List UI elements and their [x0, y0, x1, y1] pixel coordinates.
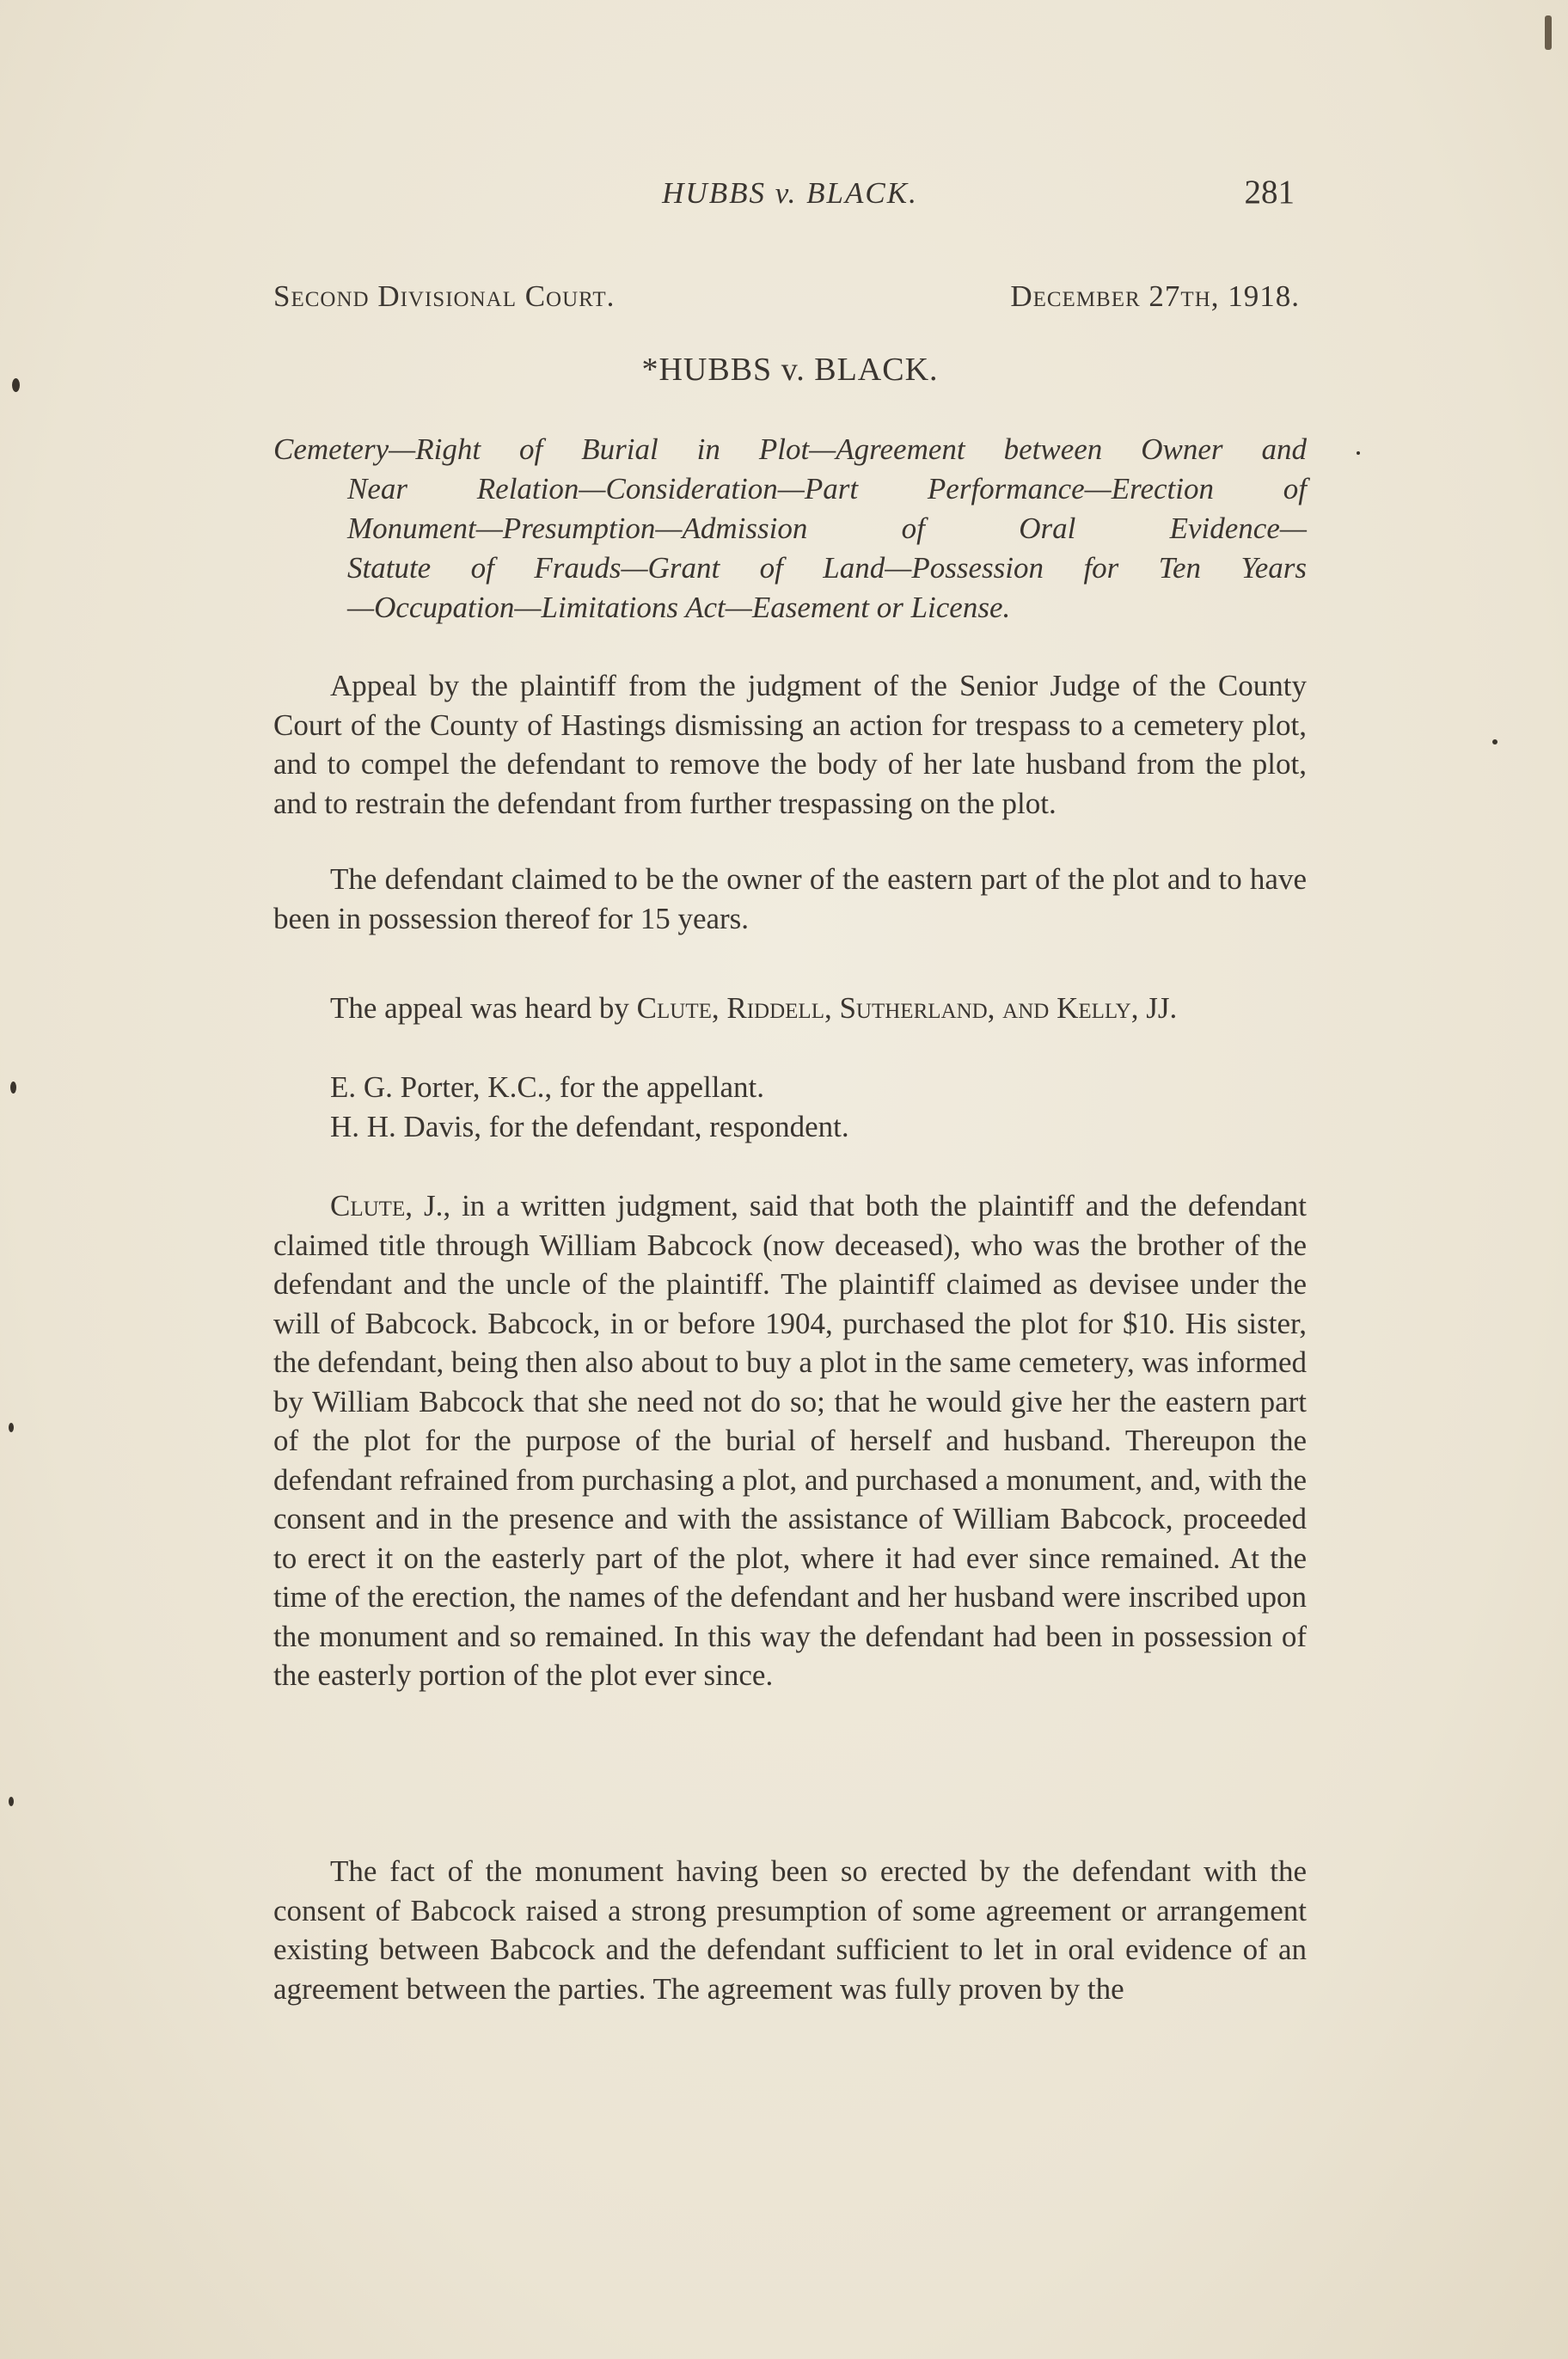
headnote-line: Statute of Frauds—Grant of Land—Possession for Ten Years: [347, 551, 1307, 585]
judgment-date: December 27th, 1918.: [1010, 279, 1300, 313]
margin-speck: [1545, 15, 1552, 50]
claim-paragraph: The defendant claimed to be the owner of the eastern part of the plot and to have been in possession thereof for 15 years.: [273, 862, 1307, 935]
judgment-paragraph: [273, 1186, 1307, 1695]
running-title: HUBBS v. BLACK.: [662, 176, 918, 210]
margin-speck: [9, 1423, 14, 1432]
judge-name: Clute, J.: [330, 1189, 444, 1222]
case-title: *HUBBS v. BLACK.: [641, 352, 939, 388]
court-name: Second Divisional Court.: [273, 279, 616, 313]
hearing-intro: The appeal was heard by: [330, 991, 637, 1025]
headnote: [273, 430, 1307, 628]
judgment-text: , in a written judgment, said that both the plaintiff and the defendant claimed title through William Babcock (now deceased), who was the brother of the defendant and the uncle of the plaintiff. The plaintiff claimed as devisee under the will of Babcock. Babcock, in or before 1904, purchased the plot for $10. His sister, the defendant, being then also about to buy a plot in the same cemetery, was informed by William Babcock that she need not do so; that he would give her the eastern part of the plot for the purpose of the burial of herself and husband. Thereupon the defendant refrained from purchasing a plot, and purchased a monument, and, with the consent and in the presence and with the assistance of William Babcock, proceeded to erect it on the easterly part of the plot, where it had ever since remained. At the time of the erection, the names of the defendant and her husband were inscribed upon the monument and so remained. In this way the defendant had been in possession of the easterly portion of the plot ever since.: [273, 1189, 1307, 1692]
headnote-line: Monument—Presumption—Admission of Oral Evidence—: [347, 512, 1307, 545]
appeal-paragraph: Appeal by the plaintiff from the judgment of the Senior Judge of the County Court of the County of Hastings dismissing an action for trespass to a cemetery plot, and to compel the defendant to remove the body of her late husband from the plot, and to restrain the defendant from further trespassing on the plot.: [273, 669, 1307, 820]
counsel-respondent: H. H. Davis, for the defendant, respondent.: [330, 1110, 849, 1143]
court-line: [273, 279, 1307, 327]
hearing-paragraph: [273, 989, 1307, 1028]
page-number: 281: [1244, 174, 1295, 211]
margin-speck: [1357, 451, 1360, 455]
headnote-line: Near Relation—Consideration—Part Performance—Erection of: [347, 472, 1307, 506]
judges-names: Clute, Riddell, Sutherland, and Kelly, JJ.: [636, 991, 1178, 1025]
margin-speck: [10, 1081, 16, 1094]
counsel-appellant: E. G. Porter, K.C., for the appellant.: [330, 1070, 765, 1104]
headnote-line: Cemetery—Right of Burial in Plot—Agreement between Owner and: [273, 432, 1307, 466]
presumption-paragraph: The fact of the monument having been so erected by the defendant with the consent of Babcock raised a strong presumption of some agreement or arrangement existing between Babcock and the defendant sufficient to let in oral evidence of an agreement between the parties. The agreement was fully proven by the: [273, 1854, 1307, 2006]
margin-speck: [1492, 739, 1498, 744]
running-head: [273, 176, 1307, 228]
margin-speck: [9, 1797, 14, 1806]
headnote-line: —Occupation—Limitations Act—Easement or License.: [347, 591, 1011, 624]
margin-speck: [12, 378, 20, 392]
